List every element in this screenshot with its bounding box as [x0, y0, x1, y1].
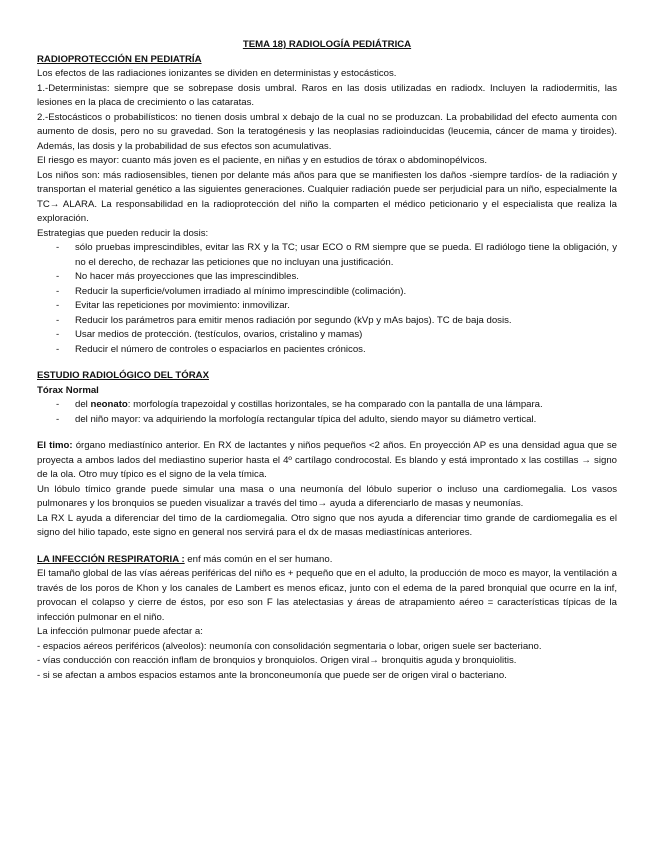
paragraph: Estrategias que pueden reducir la dosis: — [37, 227, 209, 239]
list-item: - Reducir los parámetros para emitir menos radiación por segundo (kVp y mAs bajos). TC de baja dosis. — [37, 314, 617, 329]
document-page — [37, 38, 617, 683]
paragraph: Un lóbulo tímico grande puede simular una masa o una neumonía del lóbulo superior o incluso una cardiomegalia. Los vasos pulmonares y los bronquios se pueden visualizar a través del timo→ ayuda a diferenciarlo de masas y neumonías. — [37, 483, 617, 509]
list-item: - del niño mayor: va adquiriendo la morfología rectangular típica del adulto, siendo mayor su diámetro vertical. — [37, 413, 617, 428]
torax-list — [37, 398, 617, 427]
list-item: - Reducir el número de controles o espaciarlos en pacientes crónicos. — [37, 343, 617, 358]
page-title: TEMA 18) RADIOLOGÍA PEDIÁTRICA — [242, 39, 412, 50]
paragraph: - si se afectan a ambos espacios estamos ante la bronconeumonía que puede ser de origen viral o bacteriano. — [37, 669, 507, 681]
paragraph: El riesgo es mayor: cuanto más joven es el paciente, en niñas y en estudios de tórax o abdominopélvicos. — [37, 155, 488, 166]
paragraph: - espacios aéreos periféricos (alveolos): neumonía con consolidación segmentaria o lobar, origen suele ser bacteriano. — [37, 640, 542, 652]
paragraph: 1.-Deterministas: siempre que se sobrepase dosis umbral. Raros en las dosis utilizadas en radiodx. Incluyen la radiodermitis, las lesiones en la placa de crecimiento o las cataratas. — [37, 82, 617, 108]
section-heading-infeccion: LA INFECCIÓN RESPIRATORIA : enf más común en el ser humano. — [37, 553, 333, 565]
section-heading-torax: ESTUDIO RADIOLÓGICO DEL TÓRAX — [37, 370, 209, 381]
list-item: - Usar medios de protección. (testículos, ovarios, cristalino y mamas) — [37, 328, 617, 343]
paragraph-timo: El timo: órgano mediastínico anterior. En RX de lactantes y niños pequeños <2 años. En proyección AP es una densidad agua que se proyecta a ambos lados del mediastino superior hasta el 4º cartílago condrocostal. Es blando y está impronta​do x las costillas → signo de la ola. Otro muy típico es el signo de la vela tímica. — [37, 440, 617, 480]
paragraph: Los efectos de las radiaciones ionizantes se dividen en deterministas y estocásticos. — [37, 68, 397, 79]
list-item: - No hacer más proyecciones que las imprescindibles. — [37, 270, 617, 285]
paragraph: El tamaño global de las vías aéreas periféricas del niño es + pequeño que en el adulto, la producción de moco es mayor, la ventilación a través de los poros de Khon y los canales de Lambert es menos eficaz, junto con el edema de la pared bronquial que ocurre en la inf, provocan el colapso y cierre de éstos, por eso son F las atelectasias y áreas de atrapamiento aéreo = características típicas de la infección pulmonar en el niño. — [37, 568, 617, 623]
paragraph: La infección pulmonar puede afectar a: — [37, 626, 203, 637]
list-item: - Reducir la superficie/volumen irradiado al mínimo imprescindible (colimación). — [37, 285, 617, 300]
list-item: - Evitar las repeticiones por movimiento: inmovilizar. — [37, 299, 617, 314]
list-item: - del neonato: morfología trapezoidal y costillas horizontales, se ha comparado con la pantalla de una lámpara. — [37, 398, 617, 413]
paragraph: Los niños son: más radiosensibles, tienen por delante más años para que se manifiesten los daños -siempre tardíos- de la radiación y transportan el material genético a las siguientes generaciones. Cualquier radiación puede ser perjudicial para un niño, especialmente la TC→ ALARA. La responsabilidad en la radioprotección del niño la comparten el médico peticionario y el especialista que realiza la exploración. — [37, 169, 617, 224]
section-heading-radioproteccion: RADIOPROTECCIÓN EN PEDIATRÍA — [37, 53, 202, 65]
paragraph: La RX L ayuda a diferenciar del timo de la cardiomegalia. Otro signo que nos ayuda a diferenciar timo grande de cardiomegalia es el signo del hilio tapado, este signo en general nos servirá para el dx de masas mediastínicas anteriores. — [37, 512, 617, 538]
strategy-list — [37, 241, 617, 357]
subheading-torax-normal: Tórax Normal — [37, 384, 99, 396]
paragraph: - vías conducción con reacción inflam de bronquios y bronquiolos. Origen viral→ bronquitis aguda y bronquiolitis. — [37, 655, 517, 666]
paragraph: 2.-Estocásticos o probabilísticos: no tienen dosis umbral x debajo de la cual no se produzcan. La probabilidad del efecto aumenta con aumento de dosis, pero no su gravedad. Son la teratogénesis y las neoplasias radioinducidas (leucemia, cáncer de mama y tiroides). Además, las dosis y la probabilidad de sus efectos son acumulativas. — [37, 111, 617, 152]
list-item: - sólo pruebas imprescindibles, evitar las RX y la TC; usar ECO o RM siempre que se pueda. El radiólogo tiene la obligación, y no el derecho, de rechazar las peticiones que no incluyan una justificación. — [37, 241, 617, 270]
